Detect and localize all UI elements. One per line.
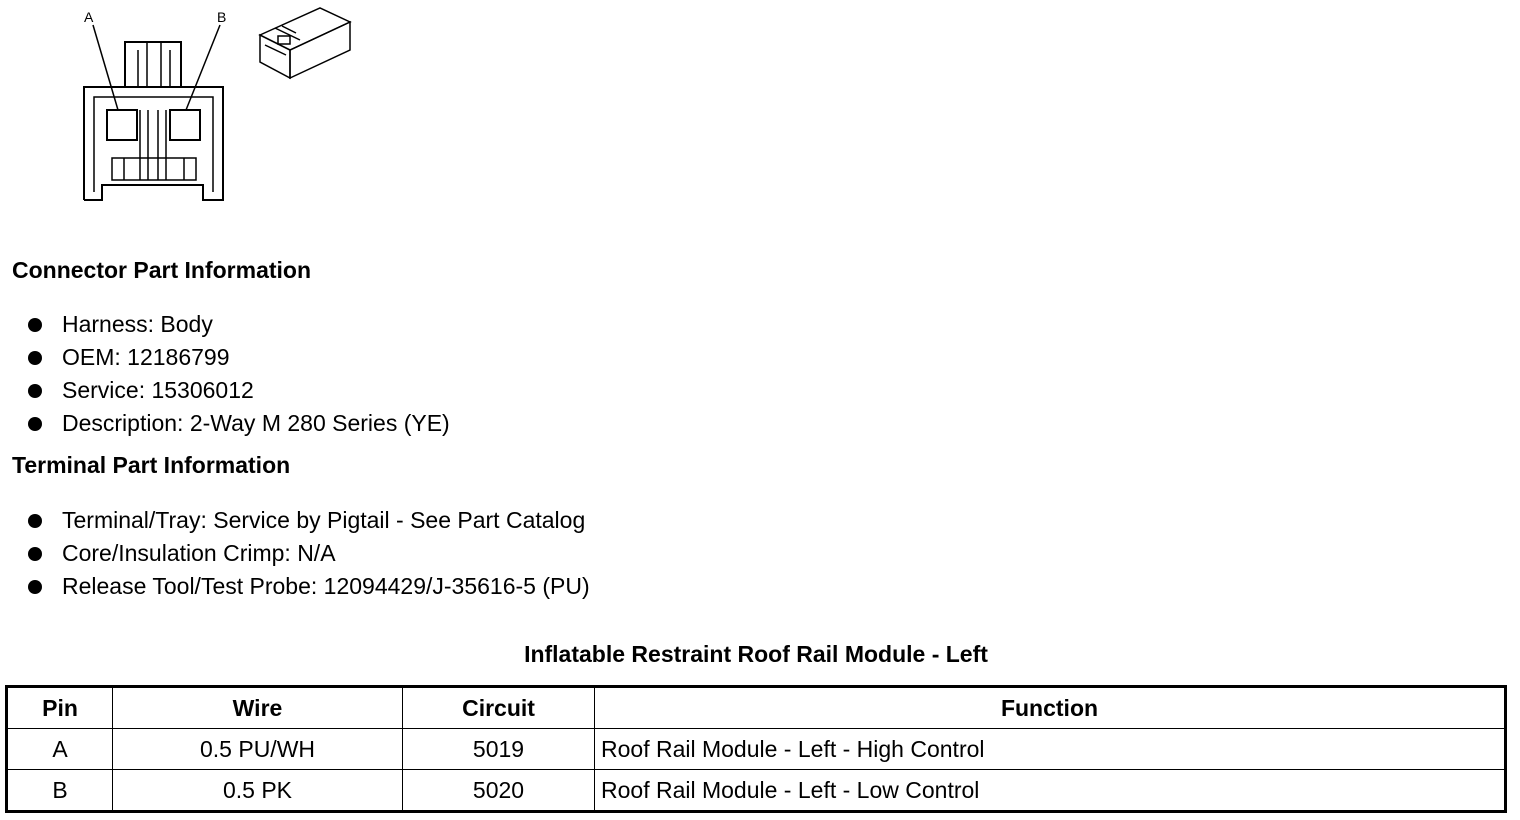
table-row [7, 770, 1506, 812]
pin-table [5, 685, 1507, 813]
list-item-text: Terminal/Tray: Service by Pigtail - See Part Catalog [62, 507, 586, 533]
header-wire: Wire [113, 687, 403, 729]
pin-label-b: B [217, 9, 227, 25]
list-item [28, 504, 590, 537]
cell-function: Roof Rail Module - Left - High Control [595, 729, 1506, 770]
list-item [28, 374, 450, 407]
cell-pin: A [7, 729, 113, 770]
cell-wire: 0.5 PK [113, 770, 403, 812]
list-item-text: Core/Insulation Crimp: N/A [62, 540, 336, 566]
pin-table-title: Inflatable Restraint Roof Rail Module - Left [524, 641, 988, 667]
terminal-part-info-list [28, 504, 590, 603]
table-row [7, 729, 1506, 770]
bullet-icon [28, 580, 42, 594]
terminal-part-info-heading: Terminal Part Information [12, 452, 291, 478]
cell-circuit: 5020 [403, 770, 595, 812]
cell-function: Roof Rail Module - Left - Low Control [595, 770, 1506, 812]
bullet-icon [28, 417, 42, 431]
cell-pin: B [7, 770, 113, 812]
connector-diagram [60, 0, 380, 215]
bullet-icon [28, 351, 42, 365]
list-item-text: Description: 2-Way M 280 Series (YE) [62, 410, 450, 436]
bullet-icon [28, 514, 42, 528]
cell-wire: 0.5 PU/WH [113, 729, 403, 770]
connector-part-info-heading: Connector Part Information [12, 257, 312, 283]
pin-label-a: A [84, 9, 94, 25]
list-item-text: OEM: 12186799 [62, 344, 230, 370]
bullet-icon [28, 384, 42, 398]
list-item [28, 407, 450, 440]
header-circuit: Circuit [403, 687, 595, 729]
list-item-text: Release Tool/Test Probe: 12094429/J-35616-5 (PU) [62, 573, 590, 599]
header-function: Function [595, 687, 1506, 729]
connector-face-drawing [60, 0, 380, 215]
bullet-icon [28, 318, 42, 332]
list-item [28, 341, 450, 374]
connector-iso-thumbnail [260, 8, 350, 78]
connector-part-info-list [28, 308, 450, 440]
table-header-row [7, 687, 1506, 729]
list-item [28, 570, 590, 603]
cell-circuit: 5019 [403, 729, 595, 770]
list-item-text: Harness: Body [62, 311, 213, 337]
bullet-icon [28, 547, 42, 561]
list-item [28, 537, 590, 570]
list-item-text: Service: 15306012 [62, 377, 254, 403]
list-item [28, 308, 450, 341]
header-pin: Pin [7, 687, 113, 729]
